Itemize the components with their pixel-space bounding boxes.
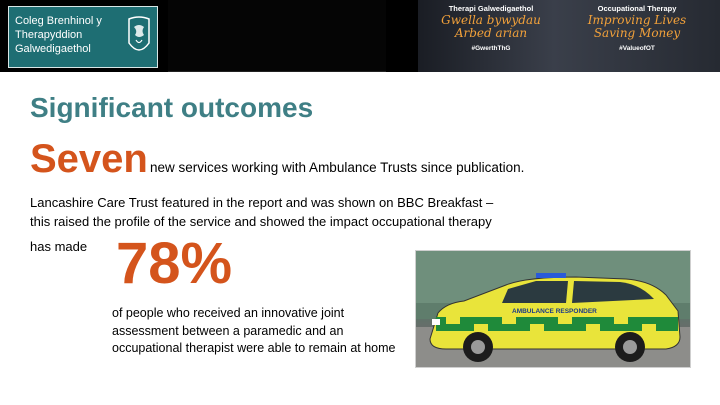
dragon-emblem-icon: [125, 15, 153, 59]
page-title: Significant outcomes: [30, 92, 314, 123]
header-banner: [0, 0, 720, 72]
campaign-welsh: [432, 4, 550, 54]
lancashire-paragraph: [30, 193, 630, 231]
campaign-welsh-line-1: Gwella bywydau: [441, 13, 541, 27]
paragraph-line-1: Lancashire Care Trust featured in the report and was shown on BBC Breakfast –: [30, 195, 494, 210]
logo-line-3: Galwedigaethol: [15, 43, 91, 55]
banner-center-panel: [168, 0, 386, 72]
percentage-stat: 78%: [116, 231, 233, 296]
campaign-english-line-1: Improving Lives: [587, 13, 687, 27]
campaign-english-line-2: Saving Money: [593, 26, 681, 40]
campaign-english-heading: Occupational Therapy: [597, 4, 677, 13]
campaign-welsh-heading: Therapi Galwedigaethol: [448, 4, 534, 13]
percentage-description: of people who received an innovative joint assessment between a paramedic and an occupational therapist were able to remain at home: [112, 306, 396, 355]
vehicle-lettering: AMBULANCE RESPONDER: [512, 308, 597, 315]
campaign-english-hashtag: #ValueofOT: [619, 45, 655, 52]
paragraph-line-2: this raised the profile of the service and showed the impact occupational therapy: [30, 214, 492, 229]
ambulance-car-photo: [415, 250, 691, 368]
logo-line-1: Coleg Brenhinol y: [15, 15, 102, 27]
logo-line-2: Therapyddion: [15, 29, 83, 41]
ambulance-car-illustration: [416, 251, 691, 368]
seven-description: new services working with Ambulance Trusts since publication.: [150, 160, 525, 175]
seven-highlight: Seven: [30, 137, 148, 181]
campaign-welsh-line-2: Arbed arian: [454, 26, 528, 40]
paragraph-line-3: has made: [30, 239, 88, 254]
campaign-welsh-hashtag: #GwerthThG: [471, 45, 511, 52]
college-logo: [8, 6, 158, 68]
campaign-english: [578, 4, 696, 54]
campaign-banner: [418, 0, 720, 72]
battenburg-pattern: [436, 317, 678, 331]
